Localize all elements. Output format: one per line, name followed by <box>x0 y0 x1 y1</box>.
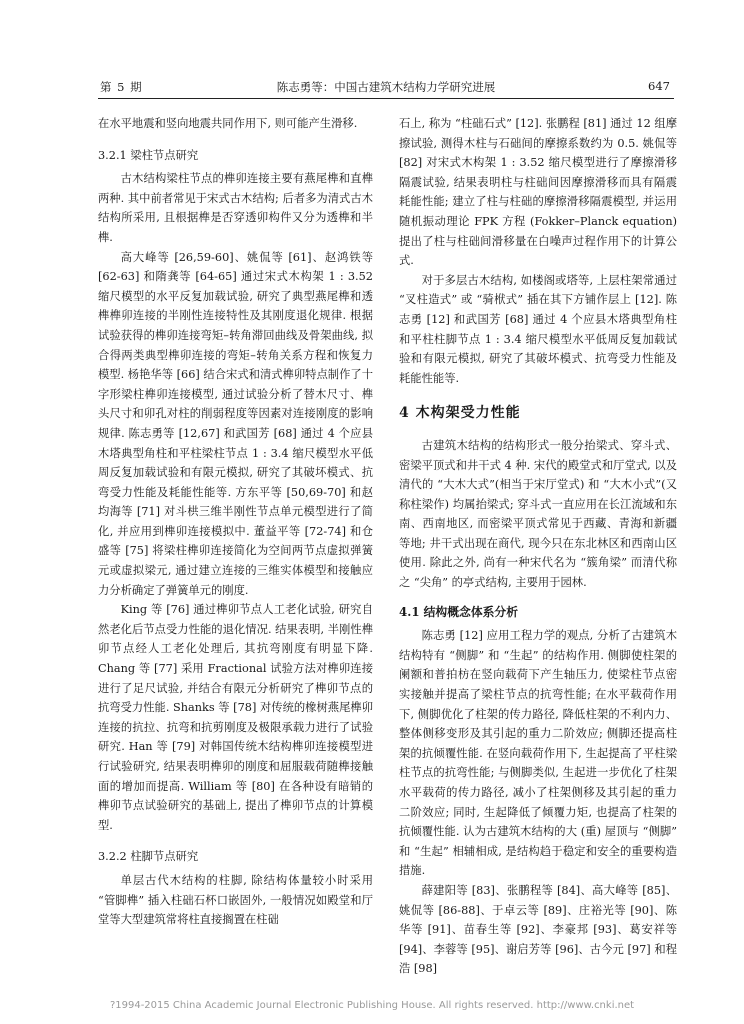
paragraph: King 等 [76] 通过榫卯节点人工老化试验, 研究自然老化后节点受力性能的退化情况. 结果表明, 半刚性榫卯节点经人工老化处理后, 其抗弯刚度有明显下降. Chang 等 [77] 采用 Fractional 试验方法对榫卯连接进行了足尺试验, 并结合有限元分析研究了榫卯节点的抗弯受力性能. Shanks 等 [78] 对传统的橡树燕尾榫卯连接的抗拉、抗弯和抗剪刚度及极限承载力进行了试验研究. Han 等 [79] 对韩国传统木结构榫卯连接模型进行试验研究, 结果表明榫卯的刚度和屈服载荷随榫接触面的增加而提高. William 等 [80] 在各种设有暗销的榫卯节点试验研究的基础上, 提出了榫卯节点的计算模型. <box>98 603 373 832</box>
right-column <box>399 114 677 979</box>
page-number: 647 <box>648 79 670 93</box>
paragraph: 石上, 称为 “柱础石式” [12]. 张鹏程 [81] 通过 12 组摩擦试验, 测得木柱与石础间的摩擦系数约为 0.5. 姚侃等 [82] 对宋式木构架 1 : 3.52 缩尺模型进行了摩擦滑移隔震试验, 结果表明柱与柱础间因摩擦滑移而具有隔震耗能性能; 建立了柱与柱础的摩擦滑移隔震模型, 并运用随机振动理论 FPK 方程 (Fokker–Planck equation) 提出了柱与柱础间滑移量在白噪声过程作用下的计算公式. <box>399 117 677 268</box>
paragraph: 古建筑木结构的结构形式一般分抬梁式、穿斗式、密梁平顶式和井干式 4 种. 宋代的殿堂式和厅堂式, 以及清代的 “大木大式”(相当于宋厅堂式) 和 “大木小式”(又称柱梁作) 均属抬梁式; 穿斗式一直应用在长江流域和东南、西南地区, 而密梁平顶式常见于西藏、青海和新疆等地; 井干式出现在商代, 现今只在东北林区和西南山区使用. 除此之外, 尚有一种宋代名为 “簇角梁” 而清代称之 “尖角” 的亭式结构, 主要用于园林. <box>399 438 677 590</box>
subsection-heading-3-2-1: 3.2.1 梁柱节点研究 <box>98 148 199 162</box>
paragraph: 高大峰等 [26,59-60]、姚侃等 [61]、赵鸿铁等 [62-63] 和隋龚等 [64-65] 通过宋式木构架 1 : 3.52 缩尺模型的水平反复加载试验, 研究了典型燕尾榫和透榫榫卯连接的半刚性连接特性及其刚度退化规律. 根据试验获得的榫卯连接弯矩–转角滞回曲线及骨架曲线, 拟合得两类典型榫卯连接的弯矩–转角关系方程和恢复力模型. 杨艳华等 [66] 结合宋式和清式榫卯特点制作了十字形梁柱榫卯连接模型, 通过试验分析了替木尺寸、榫头尺寸和卯孔对柱的削弱程度等因素对连接刚度的影响规律. 陈志勇等 [12,67] 和武国芳 [68] 通过 4 个应县木塔典型角柱和平柱梁柱节点 1 : 3.4 缩尺模型水平低周反复加载试验和有限元模拟, 研究了其破坏模式、抗弯受力性能及耗能性能等. 方东平等 [50,69-70] 和赵均海等 [71] 对斗栱三维半刚性节点单元模型进行了简化, 并应用到榫卯连接模拟中. 董益平等 [72-74] 和仓盛等 [75] 将梁柱榫卯连接简化为空间两节点虚拟弹簧元或虚拟梁元, 通过建立连接的三维实体模型和接触应力分析确定了弹簧单元的刚度. <box>98 250 373 597</box>
paragraph: 单层古代木结构的柱脚, 除结构体量较小时采用 “管脚榫” 插入柱础石杯口嵌固外, 一般情况如殿堂和厅堂等大型建筑常将柱直接搁置在柱础 <box>98 873 373 927</box>
paragraph: 在水平地震和竖向地震共同作用下, 则可能产生滑移. <box>98 117 358 130</box>
paragraph: 对于多层古木结构, 如楼阁或塔等, 上层柱架常通过 “叉柱造式” 或 “骑栿式” 插在其下方铺作层上 [12]. 陈志勇 [12] 和武国芳 [68] 通过 4 个应县木塔典型角柱和平柱柱脚节点 1 : 3.4 缩尺模型水平低周反复加载试验和有限元模拟, 研究了其破坏模式、抗弯受力性能及耗能性能等. <box>399 273 677 385</box>
copyright-footer: ?1994-2015 China Academic Journal Electronic Publishing House. All rights reserved. http://www.cnki.net <box>109 1000 635 1011</box>
paragraph: 陈志勇 [12] 应用工程力学的观点, 分析了古建筑木结构特有 “侧脚” 和 “生起” 的结构作用. 侧脚使柱架的阑额和普拍枋在竖向载荷下产生轴压力, 使梁柱节点密实接触并提高了梁柱节点的抗弯性能; 在水平载荷作用下, 侧脚优化了柱架的传力路径, 降低柱架的不利内力、整体侧移变形及其引起的重力二阶效应; 侧脚还提高柱架的抗倾覆性能. 在竖向载荷作用下, 生起提高了平柱梁柱节点的抗弯性能; 与侧脚类似, 生起进一步优化了柱架水平载荷的传力路径, 减小了柱架侧移及其引起的重力二阶效应; 同时, 生起降低了倾覆力矩, 也提高了柱架的抗倾覆性能. 认为古建筑木结构的大 (重) 屋顶与 “侧脚” 和 “生起” 相辅相成, 是结构趋于稳定和安全的重要构造措施. <box>399 629 677 878</box>
issue-label: 第 5 期 <box>100 80 143 94</box>
paragraph: 古木结构梁柱节点的榫卯连接主要有燕尾榫和直榫两种. 其中前者常见于宋式古木结构; 后者多为清式古木结构所采用, 且根据榫是否穿透卯构件又分为透榫和半榫. <box>98 172 373 244</box>
subsection-heading-3-2-2: 3.2.2 柱脚节点研究 <box>98 850 199 864</box>
running-title: 陈志勇等：中国古建筑木结构力学研究进展 <box>276 80 496 94</box>
section-heading-4: 4 木构架受力性能 <box>399 405 521 422</box>
paragraph: 薛建阳等 [83]、张鹏程等 [84]、高大峰等 [85]、姚侃等 [86-88]、于卓云等 [89]、庄裕光等 [90]、陈华等 [91]、苗春生等 [92]、李豪邦 [93]、葛安祥等 [94]、李蓉等 [95]、谢启芳等 [96]、古今元 [97] 和程浩 [98] <box>399 883 677 976</box>
subsection-heading-4-1: 4.1 结构概念体系分析 <box>399 604 519 619</box>
page-header <box>98 76 674 99</box>
left-column <box>98 114 373 930</box>
